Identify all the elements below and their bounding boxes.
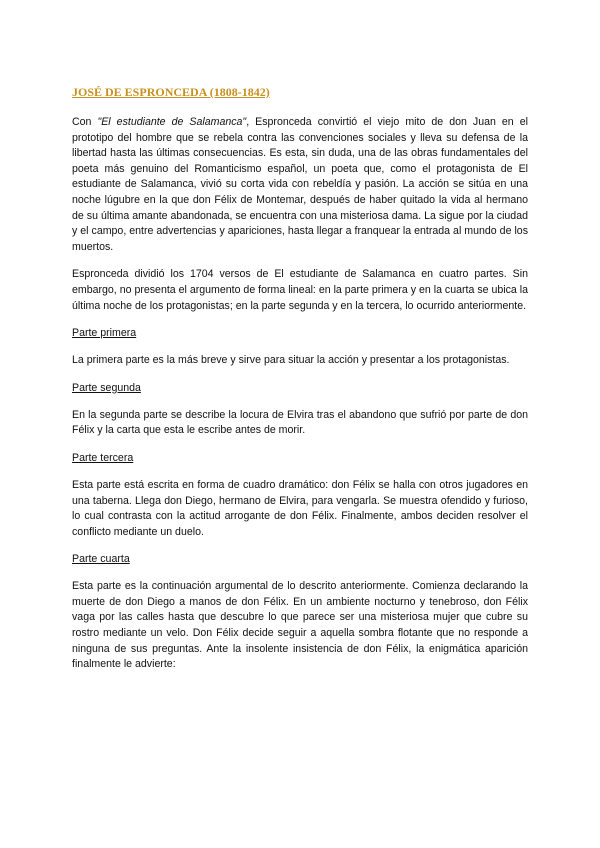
structure-paragraph: Espronceda dividió los 1704 versos de El estudiante de Salamanca en cuatro partes. Sin embargo, no presenta el argumento de forma lineal: en la parte primera y en la cuarta se ubica la última noche de los protagonistas; en la parte segunda y en la tercera, lo ocurrido anteriormente. [72,268,528,312]
section-heading-tercera: Parte tercera [72,451,134,464]
intro-pre: Con [72,116,98,128]
intro-rest: , Espronceda convirtió el viejo mito de don Juan en el prototipo del hombre que se rebela contra las convenciones sociales y lleva su defensa de la libertad hasta las últimas consecuencias. Es esta, sin duda, una de las obras fundamentales del poeta más genuino del Romanticismo español, un poeta que, como el protagonista de El estudiante de Salamanca, vivió su corta vida con rebeldía y pasión. La acción se sitúa en una noche lúgubre en la que don Félix de Montemar, después de haber quitado la vida al hermano de su última amante abandonada, se encuentra con una misteriosa dama. La sigue por la ciudad y el campo, entre advertencias y apariciones, hasta llegar a franquear la entrada al mundo de los muertos. [72,116,528,253]
page-title: JOSÉ DE ESPRONCEDA (1808-1842) [72,85,270,99]
section-heading-segunda: Parte segunda [72,381,141,394]
work-title-italic: "El estudiante de Salamanca" [97,116,247,128]
section-heading-cuarta: Parte cuarta [72,553,130,566]
intro-paragraph [72,115,528,255]
section-heading-primera: Parte primera [72,327,137,340]
section-text-tercera: Esta parte está escrita en forma de cuadro dramático: don Félix se halla con otros jugadores en una taberna. Llega don Diego, hermano de Elvira, para vengarla. Se muestra ofendido y furioso, lo cual contrasta con la actitud arrogante de don Félix. Finalmente, ambos deciden resolver el conflicto mediante un duelo. [72,478,528,538]
section-text-cuarta: Esta parte es la continuación argumental de lo descrito anteriormente. Comienza declarando la muerte de don Diego a manos de don Félix. En un ambiente nocturno y tenebroso, don Félix vaga por las calles hasta que descubre lo que parece ser una misteriosa mujer que cubre su rostro mediante un velo. Don Félix decide seguir a aquella sombra flotante que no responde a ninguna de sus preguntas. Ante la insolente insistencia de don Félix, la enigmática aparición finalmente le advierte: [72,580,528,671]
section-text-primera: La primera parte es la más breve y sirve para situar la acción y presentar a los protagonistas. [72,354,510,367]
section-text-segunda: En la segunda parte se describe la locura de Elvira tras el abandono que sufrió por parte de don Félix y la carta que esta le escribe antes de morir. [72,408,528,437]
document-body [72,84,528,685]
